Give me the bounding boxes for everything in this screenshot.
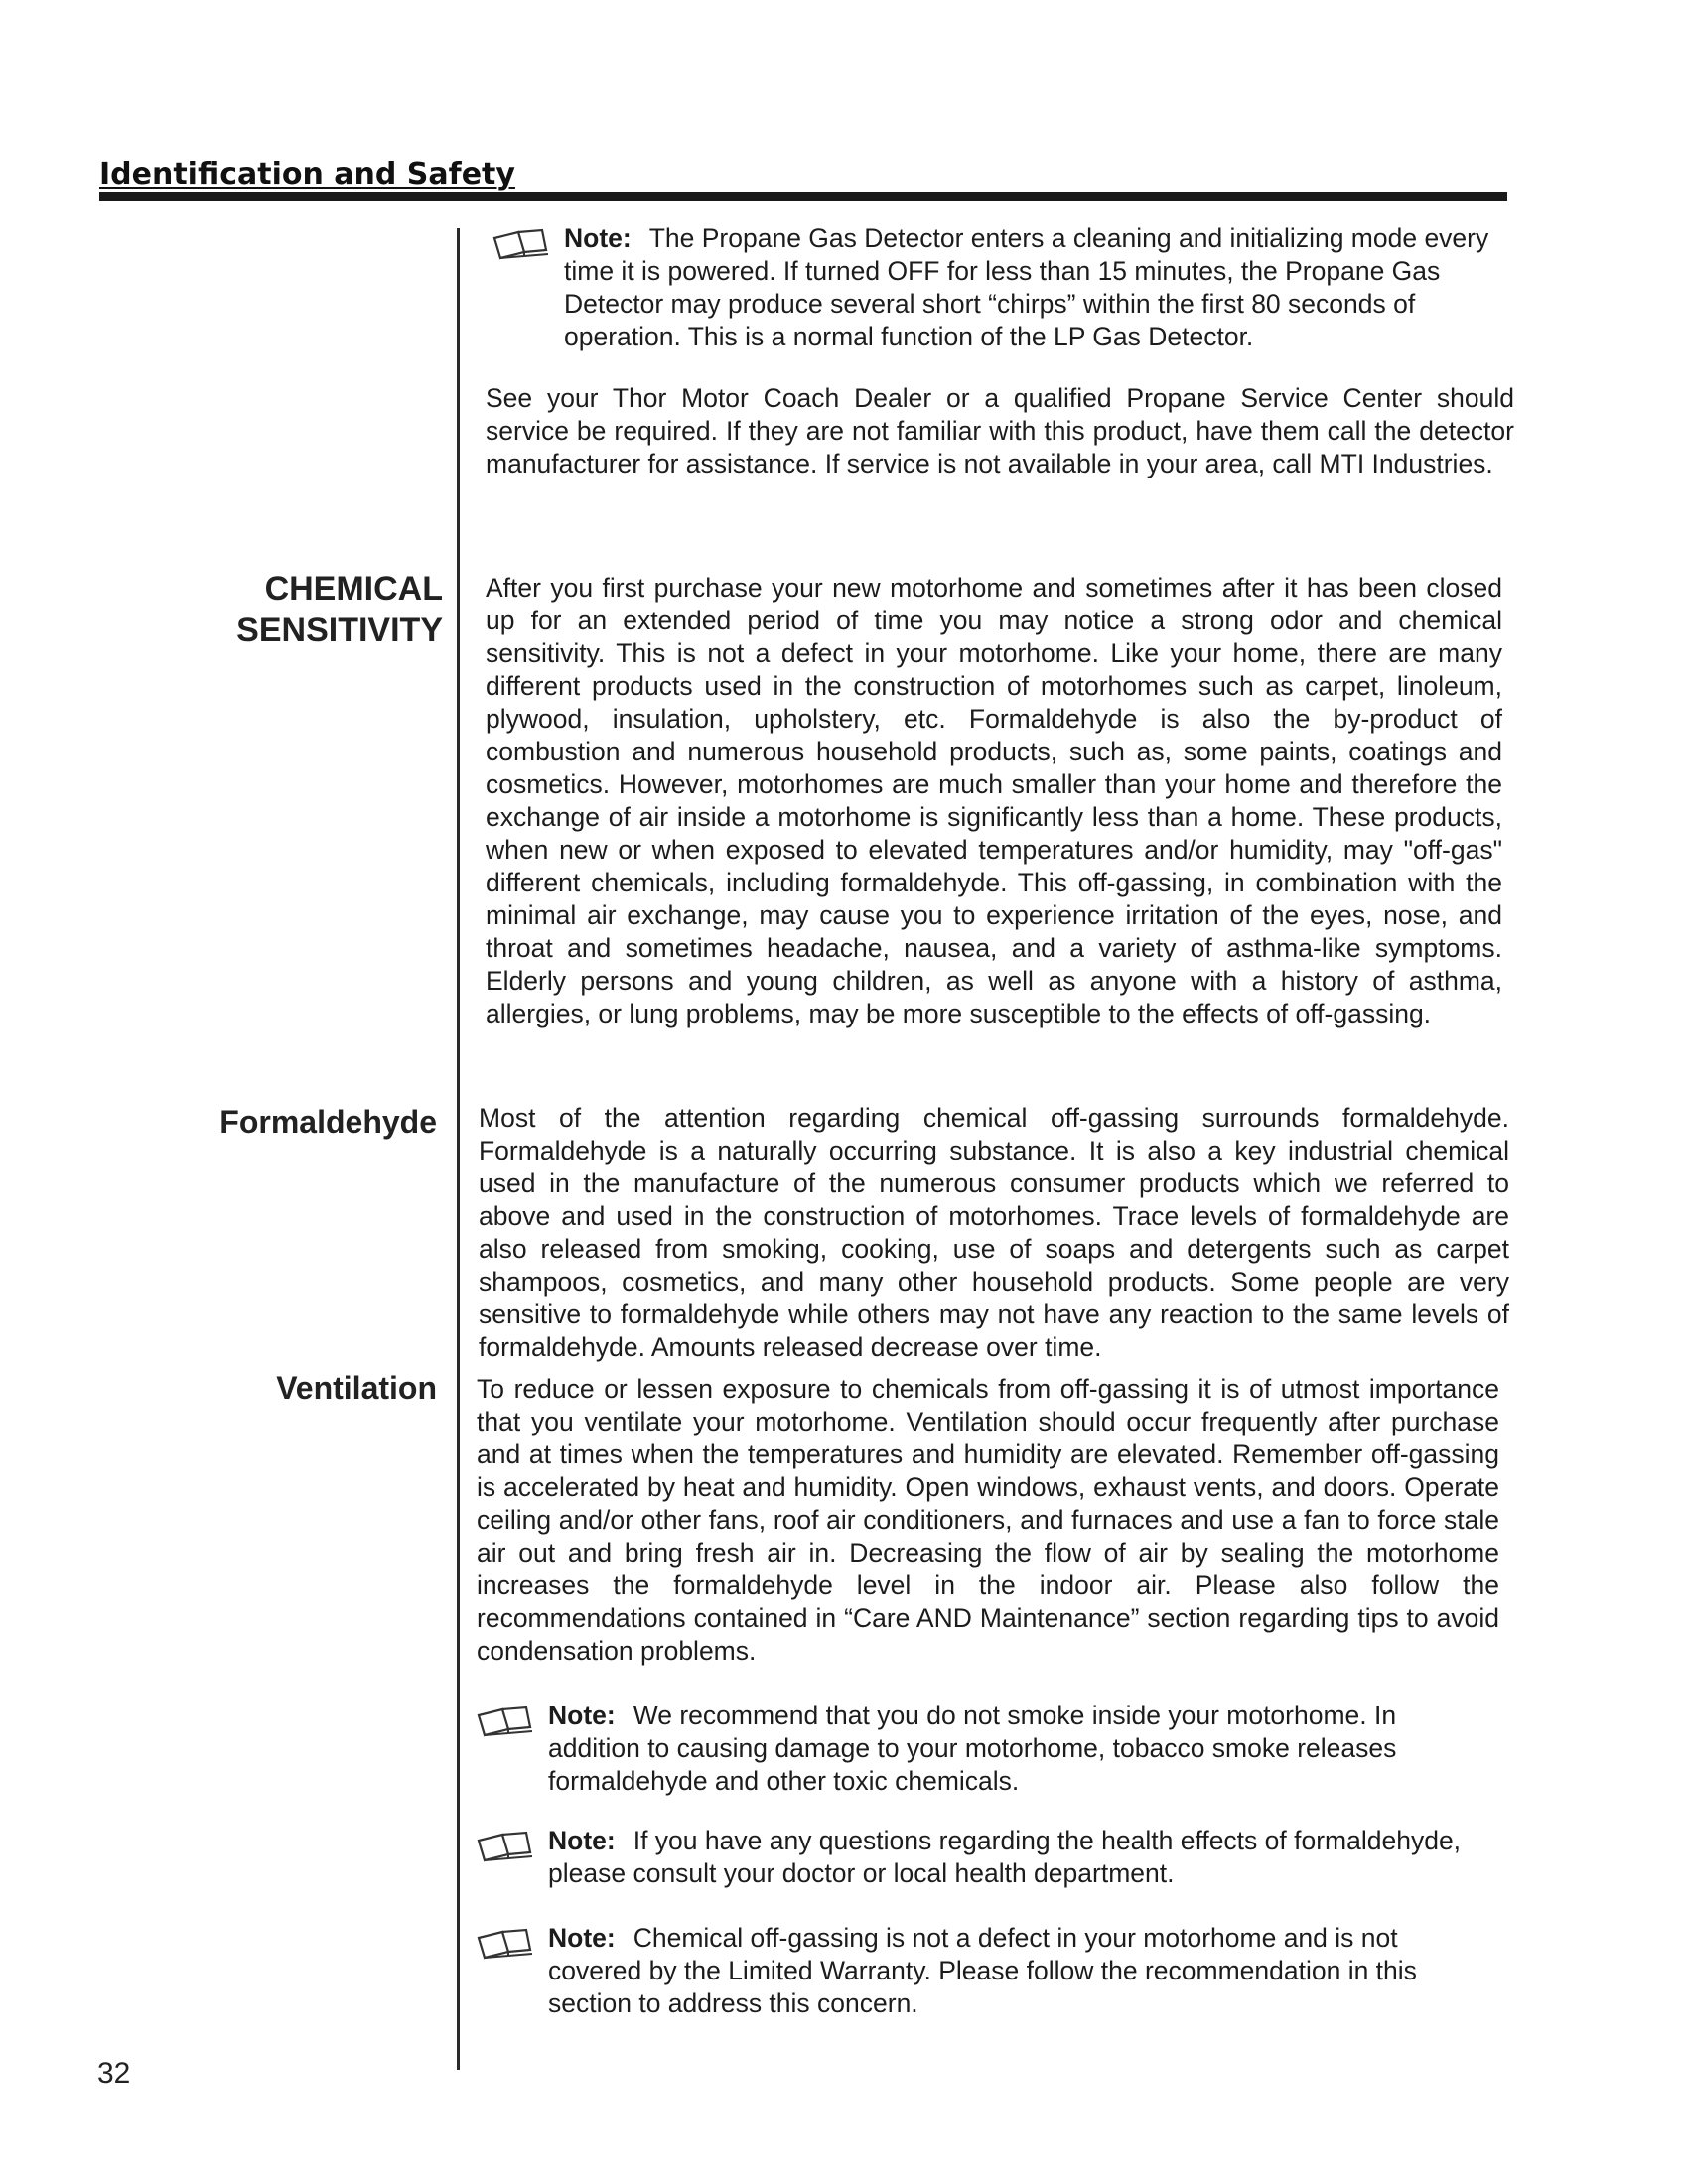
- open-book-icon: [491, 226, 550, 262]
- note-body: [548, 1922, 1468, 2020]
- note-label: Note:: [548, 1826, 616, 1855]
- note-label: Note:: [564, 223, 632, 253]
- ventilation-paragraph: To reduce or lessen exposure to chemicals from off-gassing it is of utmost importance that you ventilate your motorhome. Ventilation should occur frequently after purchase and at times when the temperatures and humidity are elevated. Remember off-gassing is accelerated by heat and humidity. Open windows, exhaust vents, and doors. Operate ceiling and/or other fans, roof air conditioners, and furnaces and use a fan to force stale air out and bring fresh air in. Decreasing the flow of air by sealing the motorhome increases the formaldehyde level in the indoor air. Please also follow the recommendations contained in “Care AND Maintenance” section regarding tips to avoid condensation problems.: [477, 1374, 1499, 1666]
- note-label: Note:: [548, 1923, 616, 1953]
- formaldehyde-paragraph: Most of the attention regarding chemical off-gassing surrounds formaldehyde. Formaldehyde is a naturally occurring substance. It is also a key industrial chemical used in the manufacture of the numerous consumer products which we referred to above and used in the construction of motorhomes. Trace levels of formaldehyde are also released from smoking, cooking, use of soaps and detergents such as carpet shampoos, cosmetics, and many other household products. Some people are very sensitive to formaldehyde while others may not have any reaction to the same levels of formaldehyde. Amounts released decrease over time.: [479, 1103, 1509, 1362]
- chemical-sensitivity-paragraph: After you first purchase your new motorhome and sometimes after it has been closed up for an extended period of time you may notice a strong odor and chemical sensitivity. This is not a defect in your motorhome. Like your home, there are many different products used in the construction of motorhomes such as carpet, linoleum, plywood, insulation, upholstery, etc. Formaldehyde is also the by-product of combustion and numerous household products, such as, some paints, coatings and cosmetics. However, motorhomes are much smaller than your home and therefore the exchange of air inside a motorhome is significantly less than a home. These products, when new or when exposed to elevated temperatures and/or humidity, may "off-gas" different chemicals, including formaldehyde. This off-gassing, in combination with the minimal air exchange, may cause you to experience irritation of the eyes, nose, and throat and sometimes headache, nausea, and a variety of asthma-like symptoms. Elderly persons and young children, as well as anyone with a history of asthma, allergies, or lung problems, may be more susceptible to the effects of off-gassing.: [486, 573, 1502, 1028]
- heading-chemical-sensitivity: [236, 568, 443, 651]
- section-title: Identification and Safety: [99, 157, 515, 192]
- note-label: Note:: [548, 1701, 616, 1730]
- title-rule: [99, 192, 1507, 201]
- note-propane-detector: [491, 222, 1503, 353]
- note-text: We recommend that you do not smoke inside your motorhome. In addition to causing damage to your motorhome, tobacco smoke releases formaldehyde and other toxic chemicals.: [548, 1701, 1397, 1796]
- open-book-icon: [475, 1829, 534, 1864]
- heading-line: CHEMICAL: [264, 570, 443, 608]
- heading-formaldehyde: Formaldehyde: [219, 1104, 437, 1140]
- note-body: [548, 1825, 1468, 1890]
- heading-ventilation: Ventilation: [276, 1370, 437, 1406]
- note-text: The Propane Gas Detector enters a cleaning and initializing mode every time it is powered. If turned OFF for less than 15 minutes, the Propane Gas Detector may produce several short “chirps” within the first 80 seconds of operation. This is a normal function of the LP Gas Detector.: [564, 223, 1489, 351]
- note-warranty: [475, 1922, 1468, 2020]
- open-book-icon: [475, 1926, 534, 1962]
- service-paragraph: See your Thor Motor Coach Dealer or a qualified Propane Service Center should service be required. If they are not familiar with this product, have them call the detector manufacturer for assistance. If service is not available in your area, call MTI Industries.: [486, 383, 1514, 478]
- note-text: If you have any questions regarding the health effects of formaldehyde, please consult your doctor or local health department.: [548, 1826, 1462, 1888]
- note-health-effects: [475, 1825, 1468, 1890]
- open-book-icon: [475, 1704, 534, 1739]
- note-body: [548, 1700, 1468, 1798]
- note-body: [564, 222, 1503, 353]
- note-smoking: [475, 1700, 1468, 1798]
- note-text: Chemical off-gassing is not a defect in your motorhome and is not covered by the Limited Warranty. Please follow the recommendation in this section to address this concern.: [548, 1923, 1417, 2018]
- page-number: 32: [97, 2057, 131, 2090]
- heading-line: SENSITIVITY: [236, 612, 443, 649]
- margin-rule: [457, 228, 460, 2070]
